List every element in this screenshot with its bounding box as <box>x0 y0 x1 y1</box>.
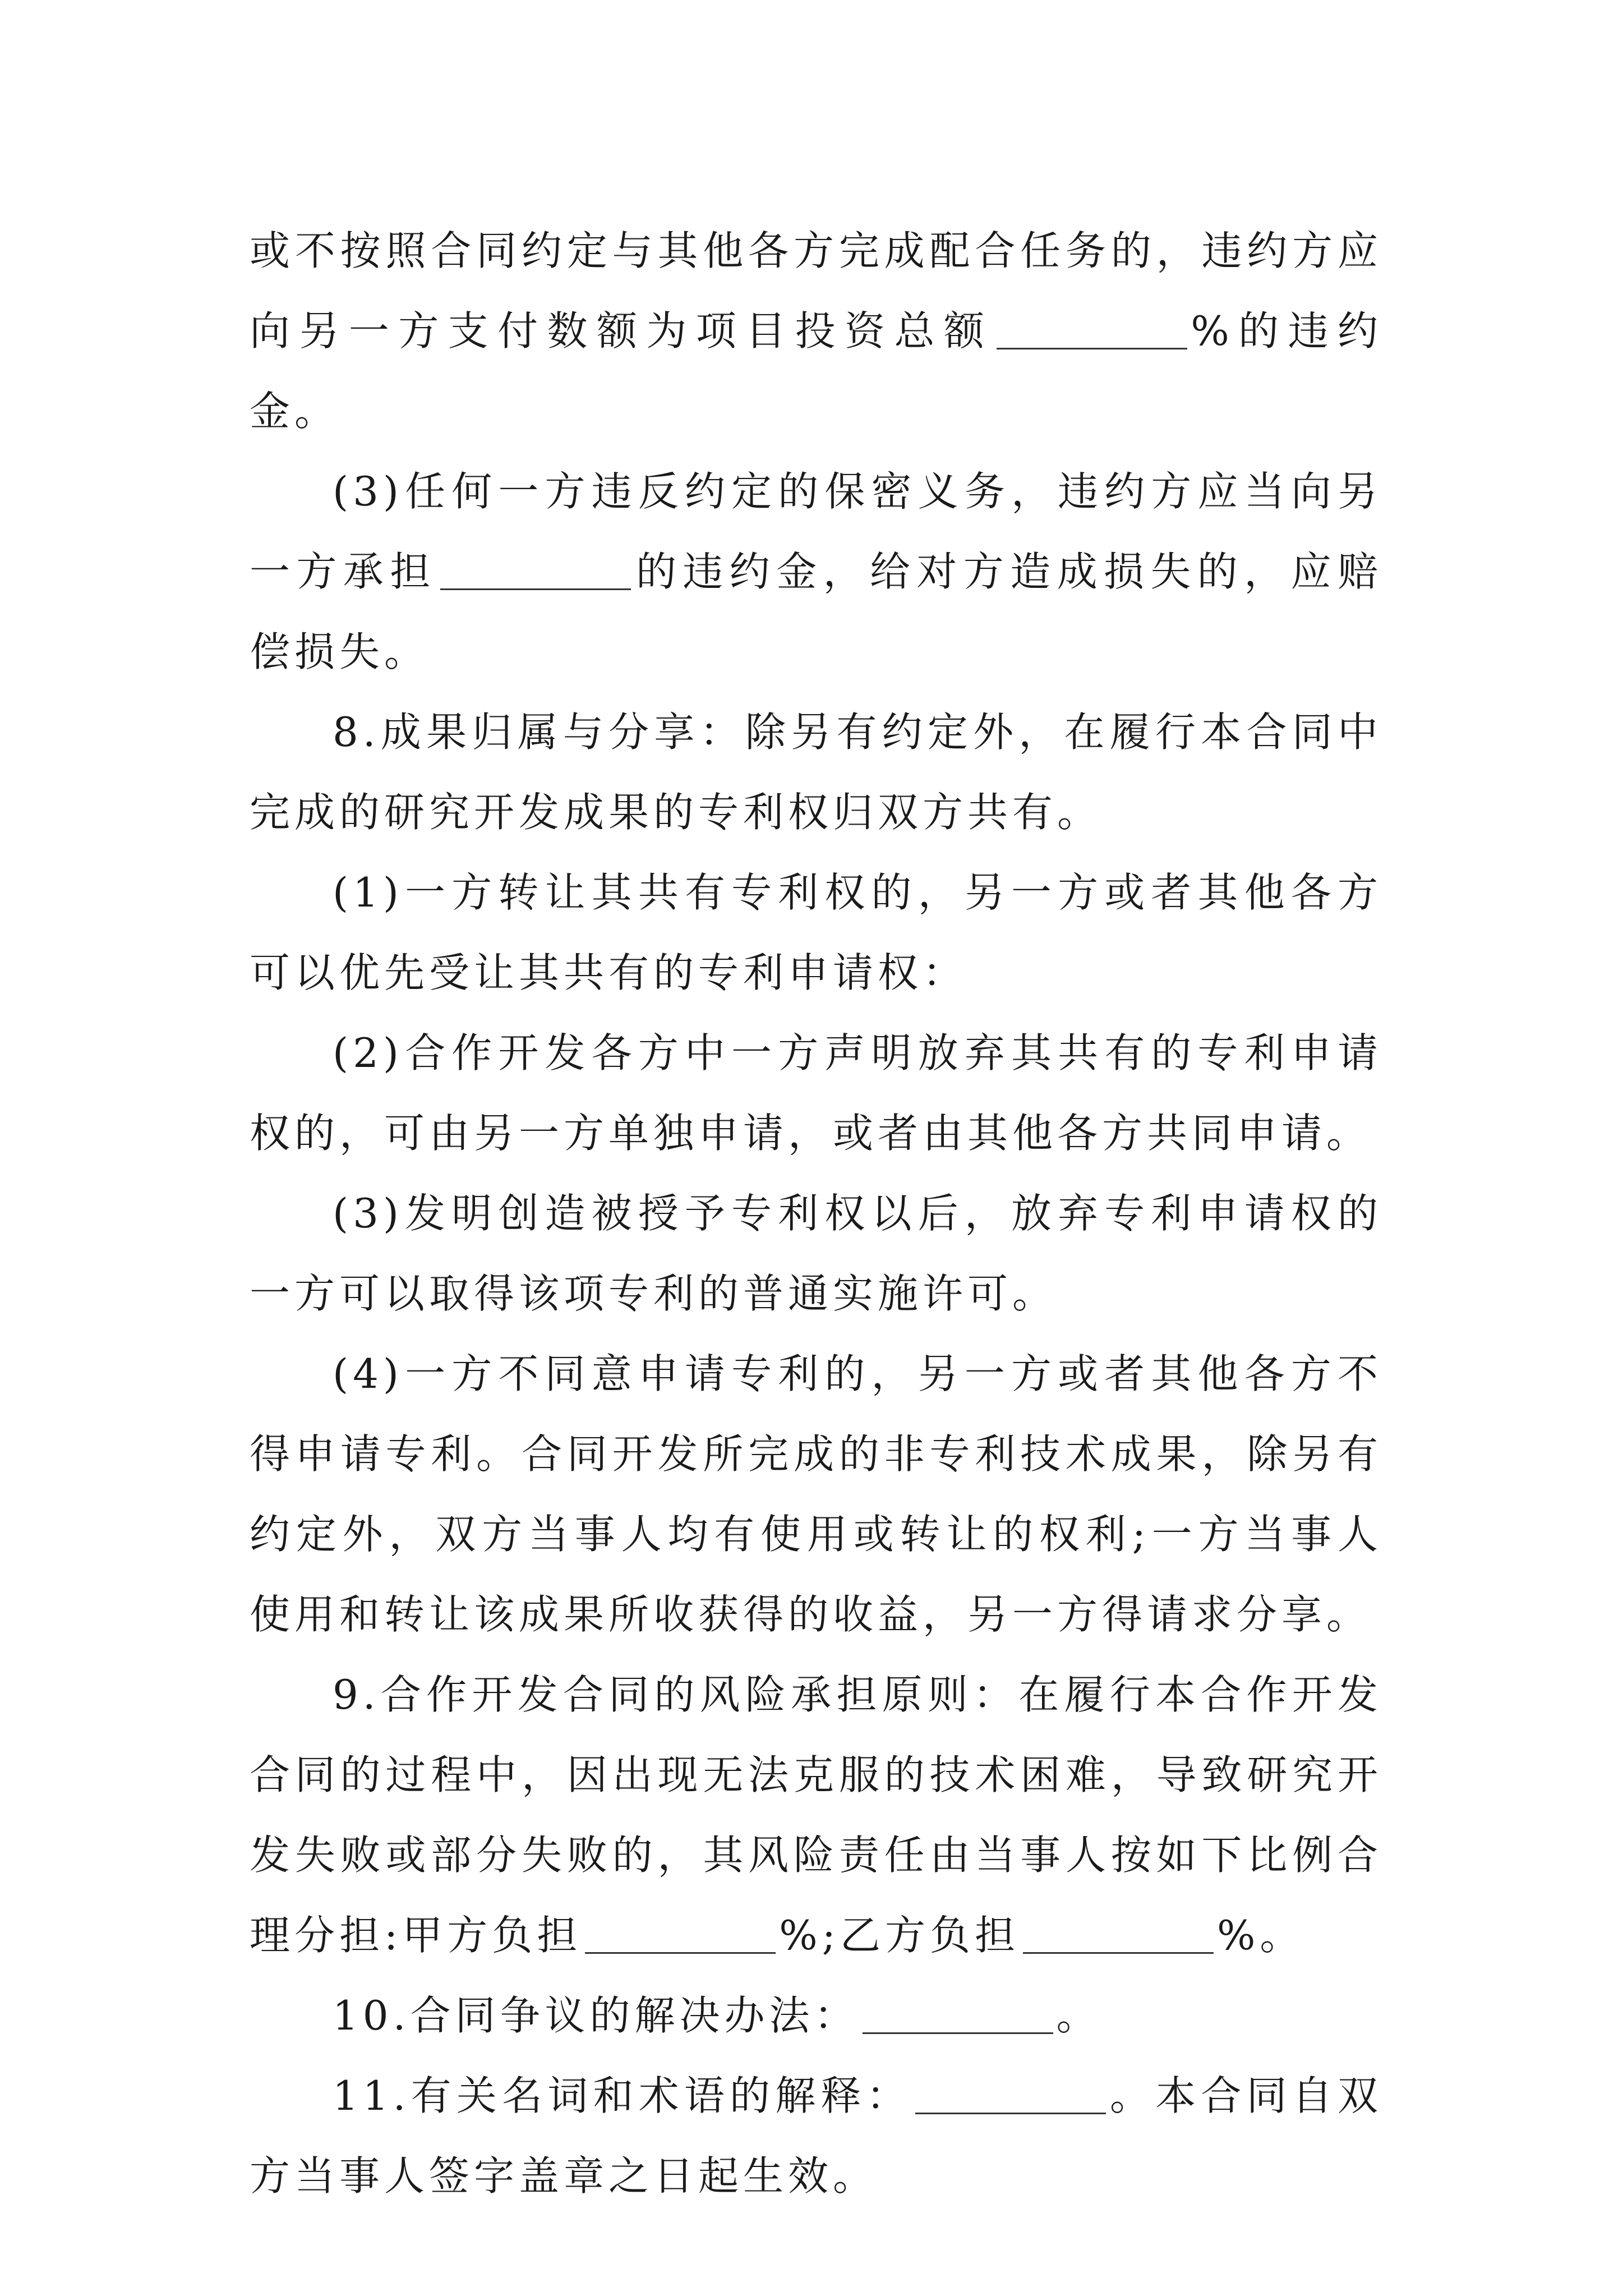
paragraph-patent-waiver: (2)合作开发各方中一方声明放弃其共有的专利申请权的，可由另一方单独申请，或者由其他各方共同申请。 <box>250 1029 1382 1157</box>
document-body <box>250 211 1382 2216</box>
paragraph-text: %。 <box>1216 1912 1305 1959</box>
paragraph-dispute-resolution <box>250 1976 1382 2056</box>
blank-field-party-b-percent <box>1023 1918 1214 1954</box>
paragraph-breach-cooperation <box>250 211 1382 452</box>
paragraph-text: 10.合同争议的解决办法： <box>333 1992 859 2039</box>
blank-field-party-a-percent <box>585 1918 776 1954</box>
paragraph-text: 9.合作开发合同的风险承担原则：在履行本合作开发合同的过程中，因出现无法克服的技术困难，导致研究开发失败或部分失败的，其风险责任由当事人按如下比例合理分担:甲方负担 <box>250 1671 1382 1959</box>
paragraph-text: %的违约金。 <box>250 307 1382 435</box>
blank-field-terms <box>915 2079 1106 2114</box>
paragraph-text: %;乙方负担 <box>779 1912 1020 1959</box>
paragraph-non-patent-results: (4)一方不同意申请专利的，另一方或者其他各方不得申请专利。合同开发所完成的非专利技术成果，除另有约定外，双方当事人均有使用或转让的权利;一方当事人使用和转让该成果所收获得的收益，另一方得请求分享。 <box>250 1350 1382 1638</box>
blank-field-investment-percent <box>997 314 1187 349</box>
paragraph-text: 。本合同自双方当事人签字盖章之日起生效。 <box>250 2072 1382 2200</box>
blank-field-dispute-method <box>863 1999 1053 2034</box>
paragraph-confidentiality-breach <box>250 452 1382 692</box>
paragraph-text: (3)任何一方违反约定的保密义务，违约方应当向另一方承担 <box>250 468 1382 595</box>
paragraph-patent-license: (3)发明创造被授予专利权以后，放弃专利申请权的一方可以取得该项专利的普通实施许可。 <box>250 1190 1382 1317</box>
paragraph-text: 11.有关名词和术语的解释： <box>333 2072 912 2119</box>
paragraph-text: 的违约金，给对方造成损失的，应赔偿损失。 <box>250 548 1382 675</box>
paragraph-terms-definitions <box>250 2056 1382 2216</box>
paragraph-text: 。 <box>1056 1992 1101 2039</box>
blank-field-penalty-amount <box>440 555 631 590</box>
paragraph-patent-transfer: (1)一方转让其共有专利权的，另一方或者其他各方可以优先受让其共有的专利申请权： <box>250 869 1382 996</box>
paragraph-text: 或不按照合同约定与其他各方完成配合任务的，违约方应向另一方支付数额为项目投资总额 <box>250 227 1382 355</box>
paragraph-results-ownership: 8.成果归属与分享：除另有约定外，在履行本合同中完成的研究开发成果的专利权归双方共有。 <box>250 708 1382 836</box>
paragraph-risk-sharing <box>250 1655 1382 1976</box>
